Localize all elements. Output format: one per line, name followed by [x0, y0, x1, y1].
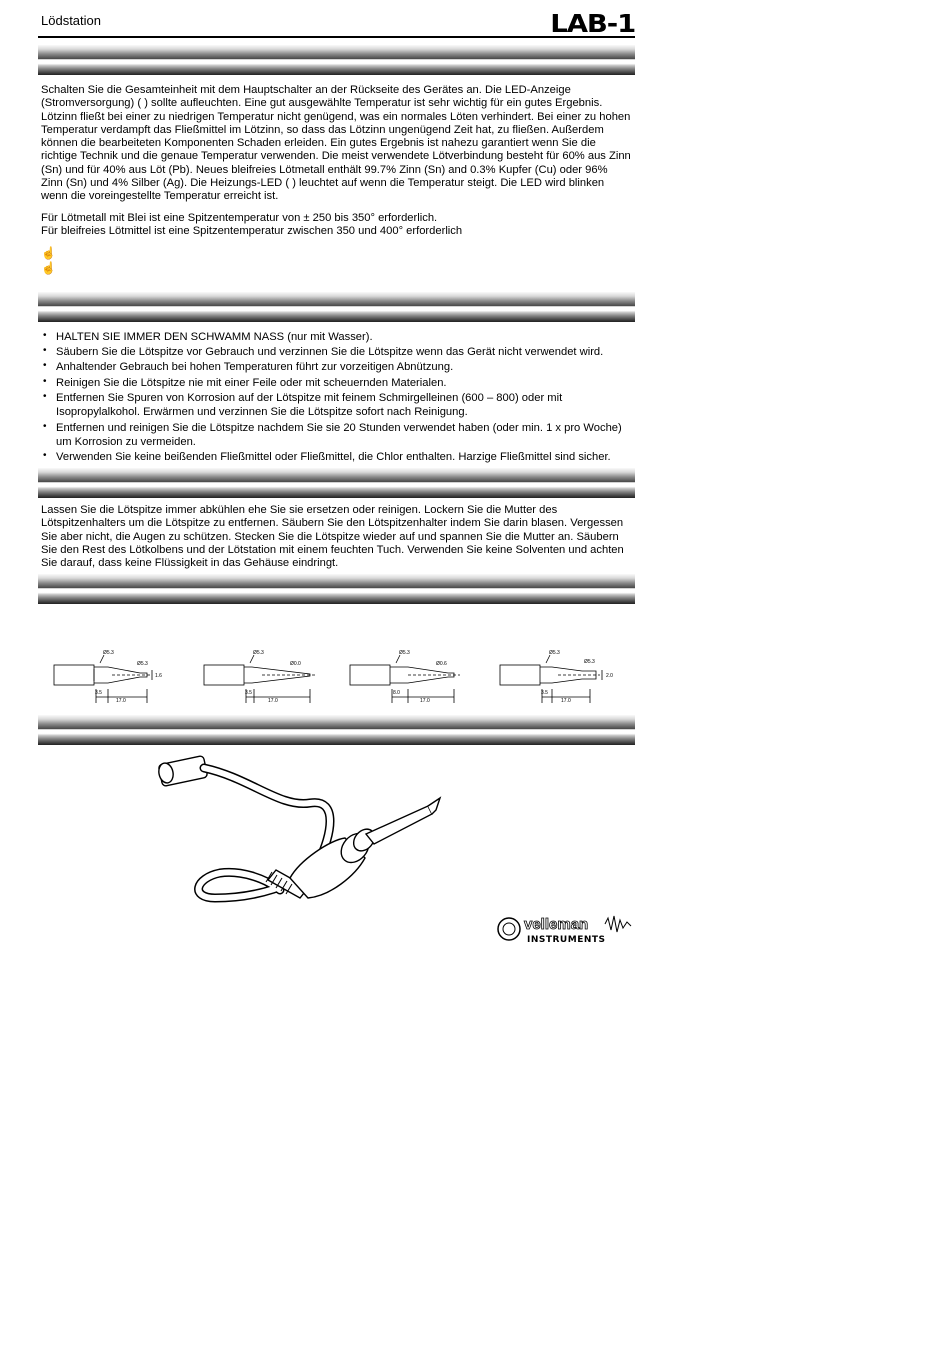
tip-diagram-4: [498, 645, 633, 705]
lead-temp-line: Für Lötmetall mit Blei ist eine Spitzentemperatur von ± 250 bis 350° erforderlich.: [41, 211, 438, 224]
dim-label: 3.5: [245, 690, 252, 696]
soldering-iron-illustration: [140, 748, 450, 930]
dim-label: 17.0: [420, 698, 430, 704]
dim-label: Ø5.3: [103, 650, 114, 656]
list-item: • Säubern Sie die Lötspitze vor Gebrauch und verzinnen Sie die Lötspitze wenn das Gerät nicht verwendet wird.: [41, 345, 631, 360]
dim-label: Ø5.3: [253, 650, 264, 656]
maker-name: velleman: [524, 916, 589, 933]
dim-label: 1.6: [155, 673, 162, 679]
tip-diagram-1: [52, 645, 187, 705]
dim-label: Ø5.3: [549, 650, 560, 656]
dim-label: Ø5.3: [137, 661, 148, 667]
list-item: • Reinigen Sie die Lötspitze nie mit einer Feile oder mit scheuernden Materialen.: [41, 376, 631, 391]
dim-label: Ø5.3: [584, 659, 595, 665]
section-band-2: [38, 292, 635, 322]
list-item: • Entfernen Sie Spuren von Korrosion auf der Lötspitze mit feinem Schmirgelleinen (600 – 800) oder mit Isopropylalkohol. Erwärmen und verzinnen Sie die Lötspitze sofort nach Reinigung.: [41, 391, 631, 420]
dim-label: 3.5: [541, 690, 548, 696]
hand-pointer-icon: ☝: [41, 261, 56, 275]
dim-label: 8.0: [393, 690, 400, 696]
tip-diagram-2: [202, 645, 337, 705]
page-header: [38, 8, 635, 38]
velleman-emblem-icon: [497, 914, 635, 944]
leadfree-temp-line: Für bleifreies Lötmittel ist eine Spitzentemperatur zwischen 350 und 400° erforderlich: [41, 224, 463, 237]
maintenance-text: [41, 504, 631, 570]
dim-label: 2.0: [606, 673, 613, 679]
maintenance-paragraph: Lassen Sie die Lötspitze immer abkühlen ehe Sie sie ersetzen oder reinigen. Lockern Sie die Mutter des Lötspitzenhalters um die Lötspitze zu entfernen. Säubern Sie den Lötspitzenhalter indem Sie darin blasen. Vergessen Sie aber nicht, die Augen zu schützen. Stecken Sie die Lötspitze wieder auf und spannen Sie die Mutter an. Säubern Sie den Rest des Lötkolbens und der Lötstation mit einem feuchten Tuch. Verwenden Sie keine Solventen und achten Sie darauf, dass keine Flüssigkeit in das Gehäuse eindringt.: [41, 504, 624, 570]
usage-text: [41, 84, 631, 238]
dim-label: Ø0.6: [436, 661, 447, 667]
list-item: • Entfernen und reinigen Sie die Lötspitze nachdem Sie sie 20 Stunden verwendet haben (oder min. 1 x pro Woche) um Korrosion zu vermeiden.: [41, 421, 631, 450]
dim-label: 17.0: [561, 698, 571, 704]
section-band-4: [38, 574, 635, 604]
section-band-3: [38, 468, 635, 498]
usage-paragraph: Schalten Sie die Gesamteinheit mit dem Hauptschalter an der Rückseite des Gerätes an. Die LED-Anzeige (Stromversorgung) ( ) sollte aufleuchten. Eine gut ausgewählte Temperatur ist sehr wichtig für ein gutes Ergebnis. Lötzinn fließt bei einer zu niedrigen Temperatur nicht genügend, was ein normales Löten verhindert. Bei einer zu hohen Temperatur verdampft das Fließmittel im Lötzinn, so dass das Lötzinn ungenügend Zeit hat, zu fließen. Außerdem können die bearbeiteten Komponenten Schaden erleiden. Ein gutes Ergebnis ist nahezu garantiert wenn Sie die richtige Technik und die genaue Temperatur verwenden. Die meist verwendete Lötverbindung besteht für 60% aus Zinn (Sn) und für 40% aus Löt (Pb). Neues bleifreies Lötmetall enthält 99.7% Zinn (Sn) and 0.3% Kupfer (Cu) oder 96% Zinn (Sn) und 4% Silber (Ag). Die Heizungs-LED ( ) leuchtet auf wenn die Temperatur steigt. Die LED wird blinken wenn die voreingestellte Temperatur erreicht ist.: [41, 84, 631, 203]
tip-care-list: [41, 330, 631, 466]
brand-logo: LAB-1: [550, 9, 635, 38]
hand-pointer-icon: ☝: [41, 246, 56, 260]
section-band-1: [38, 45, 635, 75]
dim-label: Ø5.3: [399, 650, 410, 656]
list-item: • Verwenden Sie keine beißenden Fließmittel oder Fließmittel, die Chlor enthalten. Harzige Fließmittel sind sicher.: [41, 450, 631, 465]
page-title: Lödstation: [41, 13, 101, 28]
list-item: • HALTEN SIE IMMER DEN SCHWAMM NASS (nur mit Wasser).: [41, 330, 631, 345]
section-band-5: [38, 715, 635, 745]
dim-label: Ø0.0: [290, 661, 301, 667]
maker-subtitle: INSTRUMENTS: [527, 935, 606, 944]
dim-label: 17.0: [268, 698, 278, 704]
tip-diagram-3: [348, 645, 483, 705]
note-markers: [41, 246, 56, 276]
velleman-logo: [497, 914, 635, 944]
dim-label: 3.5: [95, 690, 102, 696]
list-item: • Anhaltender Gebrauch bei hohen Temperaturen führt zur vorzeitigen Abnützung.: [41, 360, 631, 375]
dim-label: 17.0: [116, 698, 126, 704]
